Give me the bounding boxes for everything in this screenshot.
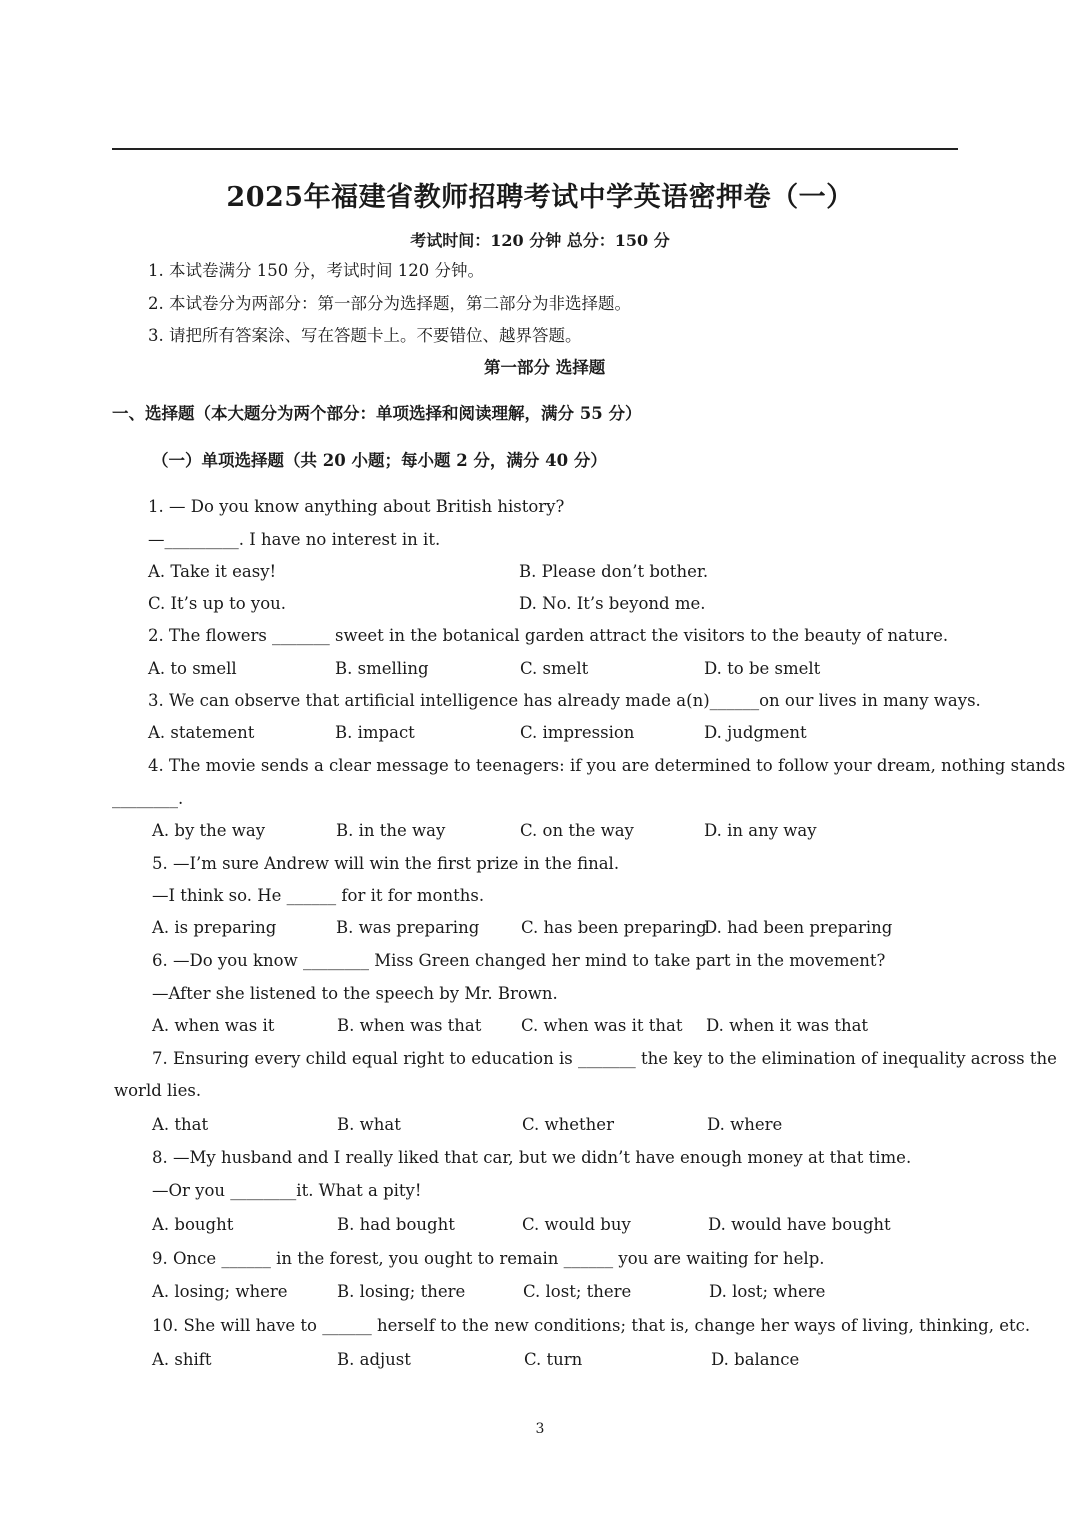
page-number: 3 <box>535 1421 545 1437</box>
answer-option: A. that <box>152 1115 209 1134</box>
question-text: —_________. I have no interest in it. <box>148 530 441 549</box>
exam-info: 考试时间：120 分钟 总分：150 分 <box>410 231 670 250</box>
question-text: —After she listened to the speech by Mr. Brown. <box>152 984 558 1003</box>
answer-option: D. where <box>707 1115 783 1134</box>
answer-option: B. had bought <box>337 1215 455 1234</box>
answer-option: C. lost; there <box>523 1282 632 1301</box>
answer-option: D. judgment <box>704 723 807 742</box>
answer-option: D. balance <box>711 1350 800 1369</box>
answer-option: B. adjust <box>337 1350 411 1369</box>
answer-option: C. It’s up to you. <box>148 594 287 613</box>
answer-option: B. was preparing <box>336 918 480 937</box>
answer-option: C. turn <box>524 1350 583 1369</box>
instruction-item: 1. 本试卷满分 150 分，考试时间 120 分钟。 <box>148 261 484 280</box>
answer-option: D. in any way <box>704 821 817 840</box>
question-text: world lies. <box>114 1081 202 1100</box>
answer-option: A. is preparing <box>152 918 277 937</box>
question-text: 6. —Do you know ________ Miss Green changed her mind to take part in the movement? <box>152 951 886 970</box>
answer-option: A. shift <box>152 1350 212 1369</box>
question-text: 8. —My husband and I really liked that car, but we didn’t have enough money at that time. <box>152 1148 912 1167</box>
question-text: —I think so. He ______ for it for months. <box>152 886 485 905</box>
question-text: 7. Ensuring every child equal right to education is _______ the key to the elimination of inequality across the <box>152 1049 1057 1068</box>
page-title: 2025年福建省教师招聘考试中学英语密押卷（一） <box>226 182 854 213</box>
question-text: 9. Once ______ in the forest, you ought to remain ______ you are waiting for help. <box>152 1249 825 1268</box>
answer-option: A. to smell <box>148 659 237 678</box>
question-text: 10. She will have to ______ herself to the new conditions; that is, change her ways of living, thinking, etc. <box>152 1316 1031 1335</box>
answer-option: C. has been preparing <box>521 918 707 937</box>
answer-option: D. would have bought <box>708 1215 891 1234</box>
subsection-heading: （一）单项选择题（共 20 小题；每小题 2 分，满分 40 分） <box>152 451 607 470</box>
answer-option: A. losing; where <box>152 1282 288 1301</box>
answer-option: D. to be smelt <box>704 659 821 678</box>
answer-option: A. Take it easy! <box>148 562 277 581</box>
section-heading: 一、选择题（本大题分为两个部分：单项选择和阅读理解，满分 55 分） <box>112 404 642 423</box>
answer-option: B. impact <box>335 723 415 742</box>
answer-option: B. Please don’t bother. <box>519 562 709 581</box>
question-text: 1. — Do you know anything about British history? <box>148 497 565 516</box>
answer-option: B. when was that <box>337 1016 482 1035</box>
answer-option: D. when it was that <box>706 1016 869 1035</box>
question-text: 3. We can observe that artificial intelligence has already made a(n)______on our lives in many ways. <box>148 691 981 710</box>
answer-option: A. when was it <box>152 1016 275 1035</box>
answer-option: A. bought <box>152 1215 234 1234</box>
question-text: 4. The movie sends a clear message to teenagers: if you are determined to follow your dream, nothing stands <box>148 756 1066 775</box>
answer-option: C. on the way <box>520 821 634 840</box>
answer-option: C. smelt <box>520 659 589 678</box>
answer-option: B. smelling <box>335 659 429 678</box>
question-text: 5. —I’m sure Andrew will win the first prize in the final. <box>152 854 620 873</box>
answer-option: C. whether <box>522 1115 614 1134</box>
answer-option: B. losing; there <box>337 1282 466 1301</box>
header-rule <box>112 148 958 150</box>
answer-option: A. statement <box>148 723 255 742</box>
part-heading: 第一部分 选择题 <box>484 358 606 377</box>
answer-option: D. had been preparing <box>704 918 893 937</box>
question-text: 2. The flowers _______ sweet in the botanical garden attract the visitors to the beauty of nature. <box>148 626 949 645</box>
instruction-item: 2. 本试卷分为两部分：第一部分为选择题，第二部分为非选择题。 <box>148 294 631 313</box>
question-text: —Or you ________it. What a pity! <box>152 1181 422 1200</box>
answer-option: D. lost; where <box>709 1282 826 1301</box>
question-text: ________. <box>112 789 184 808</box>
answer-option: B. in the way <box>336 821 446 840</box>
instruction-item: 3. 请把所有答案涂、写在答题卡上。不要错位、越界答题。 <box>148 326 582 345</box>
answer-option: C. would buy <box>522 1215 631 1234</box>
answer-option: D. No. It’s beyond me. <box>519 594 706 613</box>
answer-option: B. what <box>337 1115 401 1134</box>
answer-option: C. impression <box>520 723 635 742</box>
answer-option: A. by the way <box>152 821 266 840</box>
answer-option: C. when was it that <box>521 1016 683 1035</box>
